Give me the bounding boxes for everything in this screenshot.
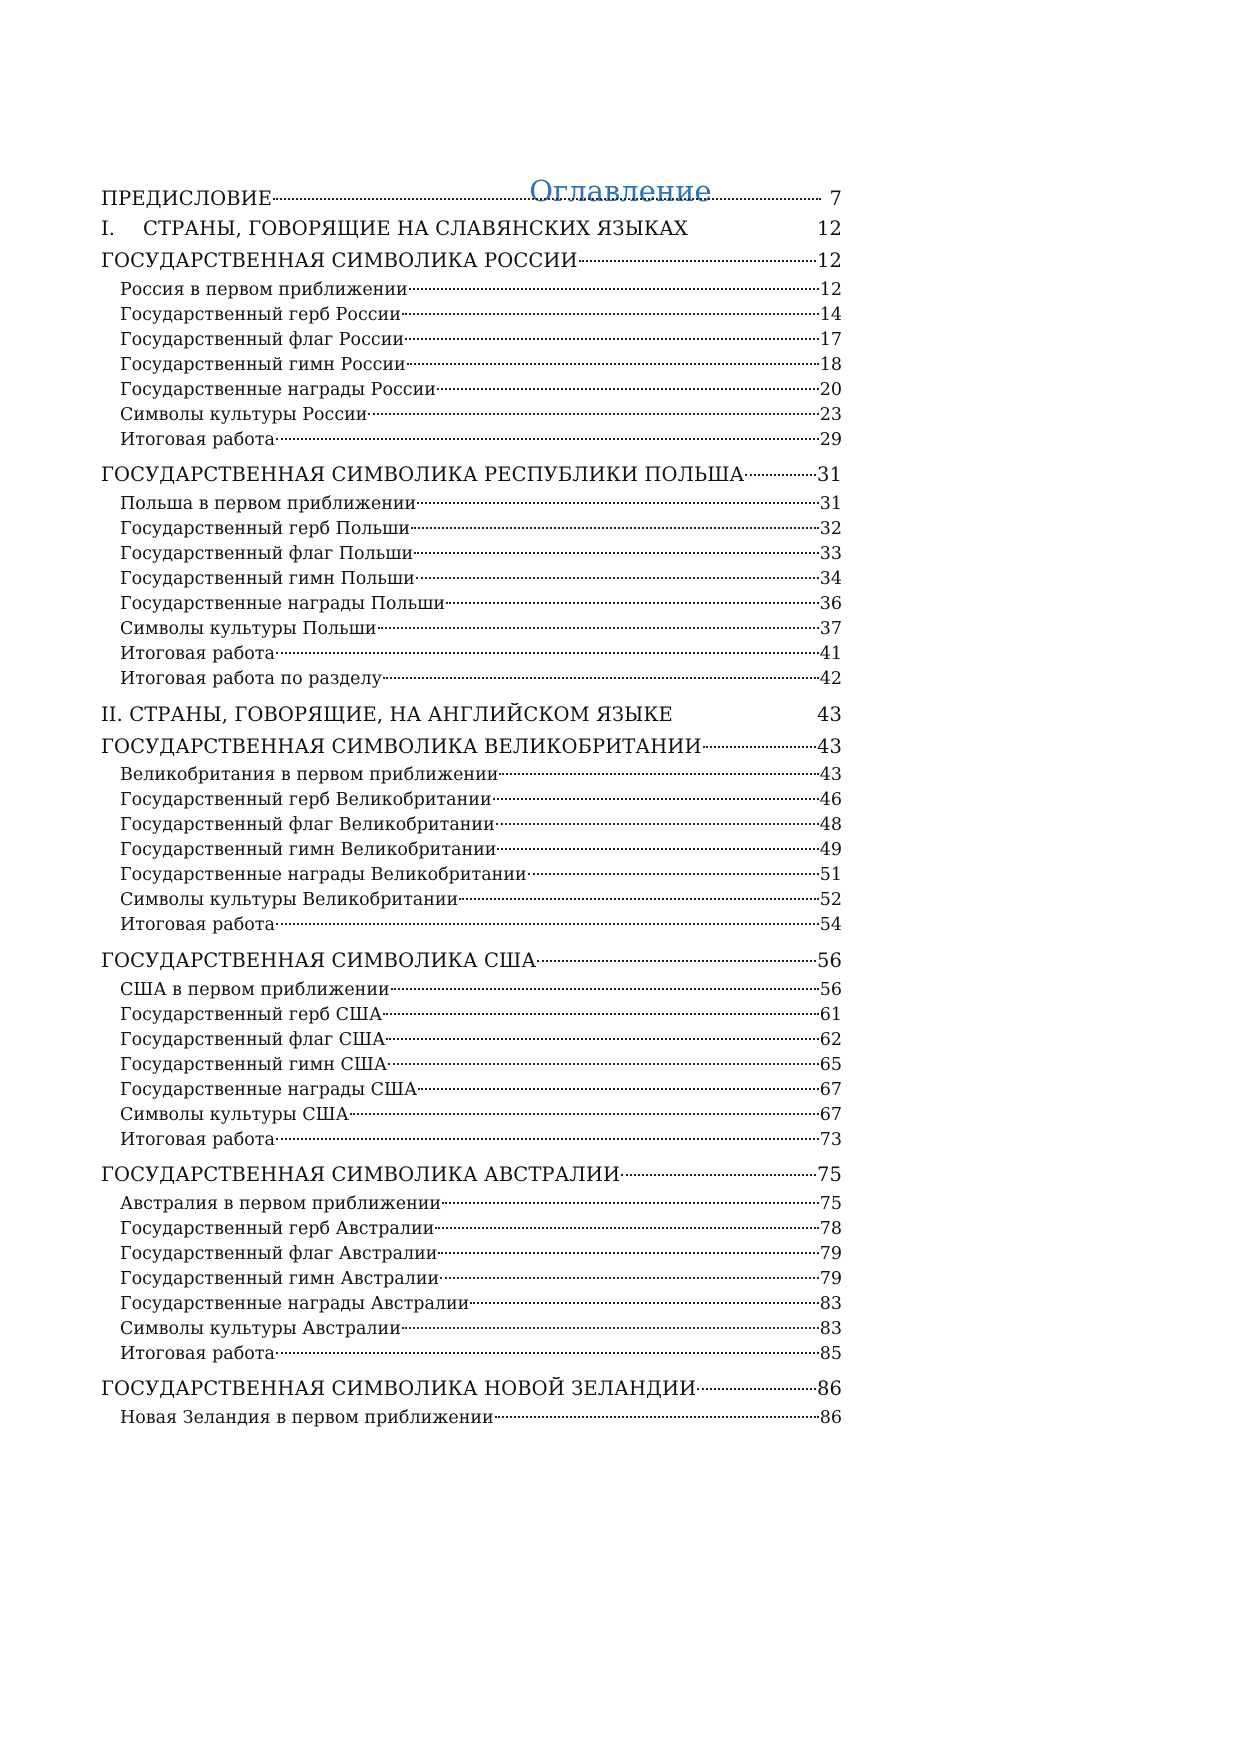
toc-dot-leader xyxy=(499,773,818,775)
toc-entry-number: I. xyxy=(101,217,116,240)
toc-page-number: 41 xyxy=(819,644,842,664)
toc-page-number: 33 xyxy=(819,544,842,564)
toc-entry-title: Государственные награды Великобритании xyxy=(120,865,527,885)
toc-page-number: 86 xyxy=(819,1408,842,1428)
toc-page-number: 29 xyxy=(819,430,842,450)
toc-entry-title: Итоговая работа xyxy=(120,915,275,935)
toc-page-number: 73 xyxy=(819,1130,842,1150)
toc-section-entry[interactable] xyxy=(101,249,842,272)
toc-entry-title: Государственный гимн Польши xyxy=(120,569,415,589)
toc-dot-leader xyxy=(378,627,819,629)
toc-dot-leader xyxy=(437,388,819,390)
toc-subsection-entry[interactable] xyxy=(120,494,842,514)
toc-subsection-entry[interactable] xyxy=(120,1030,842,1050)
toc-dot-leader xyxy=(470,1302,818,1304)
toc-subsection-entry[interactable] xyxy=(120,1055,842,1075)
toc-page-number: 56 xyxy=(819,980,842,1000)
toc-dot-leader xyxy=(405,338,819,340)
toc-page-number: 85 xyxy=(819,1344,842,1364)
toc-dot-leader xyxy=(411,527,819,529)
toc-entry-title: Государственный флаг Великобритании xyxy=(120,815,495,835)
toc-dot-leader xyxy=(276,438,819,440)
toc-entry-title: Государственные награды Польши xyxy=(120,594,446,614)
toc-dot-leader xyxy=(273,198,821,200)
toc-entry-title: Государственные награды России xyxy=(120,380,436,400)
toc-page-number: 14 xyxy=(819,305,842,325)
toc-section-entry[interactable] xyxy=(101,949,842,972)
toc-entry-title: Символы культуры Австралии xyxy=(120,1319,401,1339)
toc-subsection-entry[interactable] xyxy=(120,405,842,425)
toc-dot-leader xyxy=(440,1277,819,1279)
toc-entry-title: Символы культуры России xyxy=(120,405,368,425)
toc-entry-title: ГОСУДАРСТВЕННАЯ СИМВОЛИКА РЕСПУБЛИКИ ПОЛЬША xyxy=(101,463,745,486)
toc-dot-leader xyxy=(703,746,816,748)
toc-page-number: 49 xyxy=(819,840,842,860)
toc-dot-leader xyxy=(442,1202,819,1204)
toc-dot-leader xyxy=(402,1327,819,1329)
toc-entry-title: Государственный флаг России xyxy=(120,330,405,350)
toc-entry-title: Новая Зеландия в первом приближении xyxy=(120,1408,494,1428)
toc-entry-title: Итоговая работа xyxy=(120,1344,275,1364)
toc-subsection-entry[interactable] xyxy=(120,1080,842,1100)
toc-section-entry[interactable] xyxy=(101,1163,842,1186)
toc-page-number: 34 xyxy=(819,569,842,589)
toc-page-number: 17 xyxy=(819,330,842,350)
toc-entry-title: Государственный флаг Австралии xyxy=(120,1244,438,1264)
toc-page-number: 75 xyxy=(819,1194,842,1214)
toc-dot-leader xyxy=(417,502,819,504)
toc-page-number: 67 xyxy=(819,1080,842,1100)
toc-dot-leader xyxy=(438,1252,818,1254)
toc-page-number: 67 xyxy=(819,1105,842,1125)
toc-subsection-entry[interactable] xyxy=(120,380,842,400)
toc-section-entry[interactable] xyxy=(101,187,842,210)
toc-entry-title: ГОСУДАРСТВЕННАЯ СИМВОЛИКА США xyxy=(101,949,537,972)
toc-dot-leader xyxy=(368,413,818,415)
toc-subsection-entry[interactable] xyxy=(120,1105,842,1125)
toc-subsection-entry[interactable] xyxy=(120,1219,842,1239)
toc-dot-leader xyxy=(407,363,819,365)
toc-entry-title: ГОСУДАРСТВЕННАЯ СИМВОЛИКА НОВОЙ ЗЕЛАНДИИ xyxy=(101,1377,697,1400)
toc-section-entry[interactable] xyxy=(101,463,842,486)
toc-page-number: 7 xyxy=(829,187,842,210)
toc-subsection-entry[interactable] xyxy=(120,1269,842,1289)
toc-page-number: 12 xyxy=(819,280,842,300)
toc-dot-leader xyxy=(276,923,819,925)
toc-dot-leader xyxy=(496,823,819,825)
toc-page-number: 79 xyxy=(819,1269,842,1289)
toc-page-number: 46 xyxy=(819,790,842,810)
toc-subsection-entry[interactable] xyxy=(120,790,842,810)
toc-page-number: 51 xyxy=(819,865,842,885)
toc-page-number: 65 xyxy=(819,1055,842,1075)
toc-page-number: 61 xyxy=(819,1005,842,1025)
toc-entry-title: Итоговая работа по разделу xyxy=(120,669,382,689)
toc-subsection-entry[interactable] xyxy=(120,980,842,1000)
toc-subsection-entry[interactable] xyxy=(120,1319,842,1339)
toc-dot-leader xyxy=(276,1352,819,1354)
toc-dot-leader xyxy=(745,474,816,476)
toc-subsection-entry[interactable] xyxy=(120,1244,842,1264)
toc-subsection-entry[interactable] xyxy=(120,1130,842,1150)
toc-page-number: 52 xyxy=(819,890,842,910)
toc-page-number: 83 xyxy=(819,1294,842,1314)
toc-entry-title: Государственный гимн Великобритании xyxy=(120,840,497,860)
toc-dot-leader xyxy=(528,873,819,875)
toc-entry-title: Австралия в первом приближении xyxy=(120,1194,442,1214)
toc-page-number: 78 xyxy=(819,1219,842,1239)
toc-entry-title: США в первом приближении xyxy=(120,980,390,1000)
toc-entry-title: Государственный герб США xyxy=(120,1005,383,1025)
toc-page-number: 23 xyxy=(819,405,842,425)
toc-page-number: 43 xyxy=(816,735,842,758)
toc-dot-leader xyxy=(350,1113,819,1115)
toc-dot-leader xyxy=(383,677,819,679)
toc-entry-title: Государственный герб Австралии xyxy=(120,1219,435,1239)
toc-subsection-entry[interactable] xyxy=(120,355,842,375)
toc-subsection-entry[interactable] xyxy=(120,330,842,350)
toc-dot-leader xyxy=(579,260,816,262)
toc-entry-title: Великобритания в первом приближении xyxy=(120,765,499,785)
toc-dot-leader xyxy=(446,602,819,604)
toc-subsection-entry[interactable] xyxy=(120,544,842,564)
toc-dot-leader xyxy=(459,898,819,900)
toc-subsection-entry[interactable] xyxy=(120,1194,842,1214)
toc-subsection-entry[interactable] xyxy=(120,644,842,664)
toc-subsection-entry[interactable] xyxy=(120,619,842,639)
toc-page-number: 48 xyxy=(819,815,842,835)
toc-subsection-entry[interactable] xyxy=(120,915,842,935)
toc-entry-title: Символы культуры США xyxy=(120,1105,349,1125)
toc-page-number: 20 xyxy=(819,380,842,400)
toc-dot-leader xyxy=(386,1038,818,1040)
toc-entry-title: Государственный гимн США xyxy=(120,1055,388,1075)
toc-subsection-entry[interactable] xyxy=(120,1005,842,1025)
toc-section-entry[interactable] xyxy=(101,703,842,726)
toc-entry-title: Символы культуры Польши xyxy=(120,619,377,639)
toc-entry-title: СТРАНЫ, ГОВОРЯЩИЕ НА СЛАВЯНСКИХ ЯЗЫКАХ xyxy=(143,217,688,240)
toc-section-entry[interactable] xyxy=(101,735,842,758)
toc-entry-title: ГОСУДАРСТВЕННАЯ СИМВОЛИКА РОССИИ xyxy=(101,249,578,272)
toc-dot-leader xyxy=(418,1088,818,1090)
toc-subsection-entry[interactable] xyxy=(120,594,842,614)
toc-page-number: 43 xyxy=(816,703,842,726)
toc-subsection-entry[interactable] xyxy=(120,765,842,785)
toc-page-number: 18 xyxy=(819,355,842,375)
toc-page-number: 86 xyxy=(816,1377,842,1400)
toc-page-number: 79 xyxy=(819,1244,842,1264)
toc-entry-title: Государственные награды Австралии xyxy=(120,1294,470,1314)
toc-page-number: 31 xyxy=(816,463,842,486)
toc-page-number: 31 xyxy=(819,494,842,514)
toc-section-entry[interactable] xyxy=(101,217,842,240)
toc-dot-leader xyxy=(409,288,819,290)
toc-page-number: 36 xyxy=(819,594,842,614)
toc-page-number: 12 xyxy=(816,249,842,272)
toc-entry-title: II. СТРАНЫ, ГОВОРЯЩИЕ, НА АНГЛИЙСКОМ ЯЗЫКЕ xyxy=(101,703,673,726)
toc-dot-leader xyxy=(276,1138,819,1140)
toc-subsection-entry[interactable] xyxy=(120,430,842,450)
toc-entry-title: Государственный флаг Польши xyxy=(120,544,414,564)
toc-page-number: 37 xyxy=(819,619,842,639)
toc-entry-title: Россия в первом приближении xyxy=(120,280,408,300)
toc-entry-title: ГОСУДАРСТВЕННАЯ СИМВОЛИКА ВЕЛИКОБРИТАНИИ xyxy=(101,735,702,758)
toc-entry-title: Государственный гимн России xyxy=(120,355,406,375)
toc-dot-leader xyxy=(537,960,816,962)
toc-page-number: 75 xyxy=(816,1163,842,1186)
toc-subsection-entry[interactable] xyxy=(120,305,842,325)
toc-entry-title: Итоговая работа xyxy=(120,430,275,450)
toc-page-number: 62 xyxy=(819,1030,842,1050)
toc-page-number: 42 xyxy=(819,669,842,689)
toc-entry-title: Государственный герб Великобритании xyxy=(120,790,492,810)
toc-entry-title: Итоговая работа xyxy=(120,1130,275,1150)
toc-subsection-entry[interactable] xyxy=(120,890,842,910)
toc-dot-leader xyxy=(435,1227,818,1229)
toc-page-number: 43 xyxy=(819,765,842,785)
toc-entry-title: Польша в первом приближении xyxy=(120,494,417,514)
page-title: Оглавление xyxy=(529,174,712,209)
toc-entry-title: Государственные награды США xyxy=(120,1080,418,1100)
toc-entry-title: Государственный герб России xyxy=(120,305,401,325)
toc-dot-leader xyxy=(493,798,819,800)
toc-subsection-entry[interactable] xyxy=(120,1294,842,1314)
toc-entry-title: Государственный гимн Австралии xyxy=(120,1269,440,1289)
toc-dot-leader xyxy=(388,1063,819,1065)
toc-dot-leader xyxy=(495,1416,819,1418)
toc-dot-leader xyxy=(383,1013,818,1015)
toc-subsection-entry[interactable] xyxy=(120,815,842,835)
toc-dot-leader xyxy=(497,848,818,850)
toc-page-number: 12 xyxy=(816,217,842,240)
toc-entry-title: ГОСУДАРСТВЕННАЯ СИМВОЛИКА АВСТРАЛИИ xyxy=(101,1163,621,1186)
toc-subsection-entry[interactable] xyxy=(120,569,842,589)
toc-entry-title: Итоговая работа xyxy=(120,644,275,664)
toc-page-number: 54 xyxy=(819,915,842,935)
toc-dot-leader xyxy=(276,652,819,654)
toc-subsection-entry[interactable] xyxy=(120,669,842,689)
toc-entry-title: Символы культуры Великобритании xyxy=(120,890,459,910)
toc-dot-leader xyxy=(697,1388,816,1390)
toc-subsection-entry[interactable] xyxy=(120,1408,842,1428)
toc-page-number: 56 xyxy=(816,949,842,972)
toc-subsection-entry[interactable] xyxy=(120,1344,842,1364)
toc-dot-leader xyxy=(402,313,819,315)
toc-subsection-entry[interactable] xyxy=(120,840,842,860)
toc-dot-leader xyxy=(621,1174,816,1176)
toc-page-number: 83 xyxy=(819,1319,842,1339)
toc-subsection-entry[interactable] xyxy=(120,519,842,539)
toc-entry-title: Государственный герб Польши xyxy=(120,519,411,539)
toc-section-entry[interactable] xyxy=(101,1377,842,1400)
toc-entry-title: ПРЕДИСЛОВИЕ xyxy=(101,187,273,210)
toc-dot-leader xyxy=(414,552,819,554)
toc-entry-title: Государственный флаг США xyxy=(120,1030,386,1050)
toc-subsection-entry[interactable] xyxy=(120,865,842,885)
toc-subsection-entry[interactable] xyxy=(120,280,842,300)
toc-page-number: 32 xyxy=(819,519,842,539)
toc-dot-leader xyxy=(416,577,819,579)
toc-dot-leader xyxy=(391,988,819,990)
